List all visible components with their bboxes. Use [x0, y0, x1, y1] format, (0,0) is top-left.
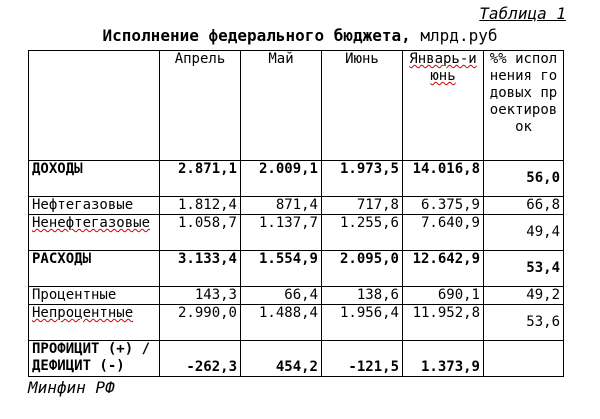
value-june: 1.956,4: [322, 305, 403, 341]
value-percent: 53,6: [484, 305, 564, 341]
row-label: Непроцентные: [29, 305, 160, 341]
value-june: 1.973,5: [322, 161, 403, 197]
value-april: 3.133,4: [160, 251, 241, 287]
row-label: ДОХОДЫ: [29, 161, 160, 197]
value-may: 1.554,9: [241, 251, 322, 287]
value-percent: [484, 341, 564, 377]
table-row: [29, 197, 564, 215]
value-percent: 49,4: [484, 215, 564, 251]
table-number-label: Таблица 1: [479, 4, 566, 23]
value-april: 2.871,1: [160, 161, 241, 197]
header-jan-june: Январь-июнь: [403, 51, 484, 161]
value-april: -262,3: [160, 341, 241, 377]
value-jan-june: 7.640,9: [403, 215, 484, 251]
row-label: ПРОФИЦИТ (+) /ДЕФИЦИТ (-): [29, 341, 160, 377]
value-april: 2.990,0: [160, 305, 241, 341]
table-row: [29, 251, 564, 287]
table-row: [29, 341, 564, 377]
row-label: Нефтегазовые: [29, 197, 160, 215]
row-label: Ненефтегазовые: [29, 215, 160, 251]
header-april: Апрель: [160, 51, 241, 161]
value-jan-june: 14.016,8: [403, 161, 484, 197]
value-april: 1.058,7: [160, 215, 241, 251]
budget-table: [28, 50, 564, 377]
table-row: [29, 215, 564, 251]
header-june: Июнь: [322, 51, 403, 161]
header-may: Май: [241, 51, 322, 161]
value-april: 1.812,4: [160, 197, 241, 215]
value-june: 717,8: [322, 197, 403, 215]
value-may: 66,4: [241, 287, 322, 305]
value-percent: 66,8: [484, 197, 564, 215]
value-june: 138,6: [322, 287, 403, 305]
title-main: Исполнение федерального бюджета,: [102, 26, 411, 45]
row-label: РАСХОДЫ: [29, 251, 160, 287]
value-april: 143,3: [160, 287, 241, 305]
value-may: 1.137,7: [241, 215, 322, 251]
document-title: [0, 27, 600, 45]
title-unit: млрд.руб: [420, 26, 498, 45]
header-percent-execution: %% исполнения годовых проектировок: [484, 51, 564, 161]
value-jan-june: 12.642,9: [403, 251, 484, 287]
row-label: Процентные: [29, 287, 160, 305]
header-cell-empty: [29, 51, 160, 161]
value-may: 871,4: [241, 197, 322, 215]
value-june: 2.095,0: [322, 251, 403, 287]
value-june: 1.255,6: [322, 215, 403, 251]
table-row: [29, 305, 564, 341]
value-may: 1.488,4: [241, 305, 322, 341]
value-june: -121,5: [322, 341, 403, 377]
value-jan-june: 6.375,9: [403, 197, 484, 215]
header-row: [29, 51, 564, 161]
value-jan-june: 1.373,9: [403, 341, 484, 377]
table-row: [29, 287, 564, 305]
value-percent: 53,4: [484, 251, 564, 287]
value-percent: 49,2: [484, 287, 564, 305]
value-jan-june: 690,1: [403, 287, 484, 305]
value-may: 454,2: [241, 341, 322, 377]
value-may: 2.009,1: [241, 161, 322, 197]
value-percent: 56,0: [484, 161, 564, 197]
source-note: Минфин РФ: [28, 378, 115, 397]
table-row: [29, 161, 564, 197]
value-jan-june: 11.952,8: [403, 305, 484, 341]
